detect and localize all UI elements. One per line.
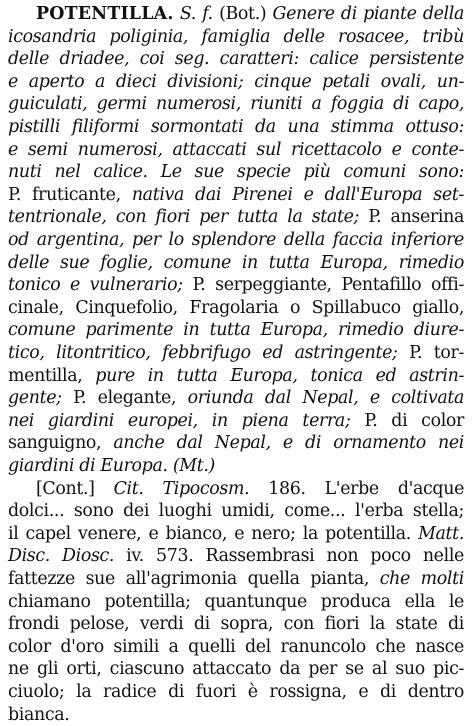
definition-line-segment: comune parimente in tutta Europa, rimedio diure-: [8, 320, 464, 341]
definition-line: [8, 455, 464, 477]
definition-line-segment: guiculati, germi numerosi, riuniti a foggia di capo,: [8, 94, 464, 115]
definition-line-segment: giardini di Europa. (Mt.): [8, 456, 215, 476]
citation-line: [8, 568, 464, 590]
definition-line-segment: S. f.: [179, 4, 213, 24]
definition-line-segment: tonico e vulnerario;: [8, 275, 193, 296]
definition-line: [8, 342, 464, 364]
definition-line-segment: od argentina, per lo splendore della faccia inferiore: [8, 230, 464, 250]
citation-line-segment: ciuolo; la radice di fuori è rossigna, e di dentro: [8, 682, 464, 702]
citation-line: [36, 478, 464, 500]
definition-line-segment: tentrionale, con fiori per tutta la state;: [8, 207, 369, 228]
definition-line-segment: P. elegante,: [73, 388, 188, 409]
definition-line-segment: icosandria poliginia, famiglia delle rosacee, tribù: [8, 26, 464, 47]
definition-line: [8, 432, 464, 454]
definition-line-segment: mentilla,: [8, 365, 96, 386]
definition-line-segment: e semi numerosi, attaccati sul ricettacolo e conte-: [8, 139, 464, 160]
citation-line-segment: Matt.: [418, 523, 464, 544]
citation-line-segment: bianca.: [8, 704, 70, 725]
definition-line-segment: tico, litontritico, febbrifugo ed astringente;: [8, 343, 410, 363]
definition-line: [8, 206, 464, 228]
definition-line: [8, 139, 464, 161]
definition-line-segment: P. di color: [364, 410, 464, 431]
entry-headword: POTENTILLA.: [36, 4, 174, 24]
definition-line: [8, 93, 464, 115]
definition-line-segment: P. anserina: [368, 207, 464, 228]
definition-line: [8, 116, 464, 138]
citation-line: [8, 636, 464, 658]
definition-line: [8, 229, 464, 251]
definition-line: [8, 274, 464, 296]
citation-line: [8, 500, 464, 522]
citation-line: [8, 523, 464, 545]
citation-line-segment: fattezze sue all'agrimonia quella pianta,: [8, 569, 380, 589]
citation-line-segment: che molti: [379, 569, 464, 589]
definition-line-segment: P. serpeggiante, Pentafillo offi-: [192, 275, 464, 296]
citation-line: [8, 681, 464, 703]
definition-line-segment: gente;: [8, 388, 74, 409]
citation-line-segment: chiamano potentilla; quantunque produca ella le: [8, 591, 464, 612]
definition-line-segment: pistilli filiformi sormontati da una stimma ottuso:: [8, 117, 464, 137]
definition-line-segment: P. tor-: [409, 343, 464, 363]
definition-line: [8, 184, 464, 206]
definition-line: [8, 387, 464, 409]
definition-line-segment: (Bot.): [212, 4, 273, 24]
definition-line-segment: sanguigno,: [8, 433, 114, 454]
definition-line: [8, 410, 464, 432]
definition-line-segment: pure in tutta Europa, tonica ed astrin-: [95, 365, 464, 386]
citation-line-segment: [Cont.]: [36, 478, 114, 499]
citation-line: [8, 658, 464, 680]
citation-line-segment: il capel venere, e bianco, e nero; la potentilla.: [8, 523, 419, 544]
definition-line: [8, 365, 464, 387]
citation-line-segment: Cit. Tipocosm.: [113, 478, 269, 499]
citation-line-segment: ne gli orti, ciascuno attaccato da per se al suo pic-: [8, 659, 464, 680]
definition-line: [8, 161, 464, 183]
definition-line-segment: delle driadee, coi seg. caratteri: calice persistente: [8, 49, 464, 70]
definition-line-segment: anche dal Nepal, e di ornamento nei: [113, 433, 464, 454]
citation-line-segment: iv. 573. Rassembrasi non poco nelle: [126, 546, 464, 567]
definition-line-segment: delle sue foglie, comune in tutta Europa, rimedio: [8, 252, 464, 273]
citation-line-segment: frondi pelose, verdi di sopra, con fiori la state di: [8, 614, 464, 635]
definition-line-segment: cinale, Cinquefolio, Fragolaria o Spillabuco giallo,: [8, 297, 464, 318]
citation-line-segment: 186. L'erbe d'acque: [268, 478, 465, 499]
citation-line: [8, 591, 464, 613]
citation-line-segment: Disc. Diosc.: [8, 546, 127, 567]
citation-line-segment: color d'oro simili a quelli del ranuncolo che nasce: [8, 636, 464, 657]
citation-line-segment: dolci... sono dei luoghi umidi, come... l'erba stella;: [8, 501, 464, 522]
citation-line: [8, 545, 464, 567]
citation-line: [8, 613, 464, 635]
definition-line: [8, 71, 464, 93]
citation-line: [8, 704, 464, 726]
definition-line-segment: Genere di piante della: [272, 4, 464, 24]
definition-line: [36, 3, 464, 25]
definition-line-segment: oriunda dal Nepal, e coltivata: [187, 388, 465, 409]
definition-line: [8, 48, 464, 70]
definition-line-segment: e aperto a dieci divisioni; cinque petali ovali, un-: [8, 71, 464, 92]
definition-line-segment: nativa dai Pirenei e dall'Europa set-: [131, 184, 464, 205]
definition-line-segment: nei giardini europei, in piena terra;: [8, 410, 365, 431]
definition-line: [8, 319, 464, 341]
definition-line: [8, 297, 464, 319]
definition-line-segment: nuti nel calice. Le sue specie più comuni sono:: [8, 162, 464, 183]
definition-line: [8, 252, 464, 274]
definition-line: [8, 26, 464, 48]
definition-line-segment: P. fruticante,: [8, 184, 132, 205]
